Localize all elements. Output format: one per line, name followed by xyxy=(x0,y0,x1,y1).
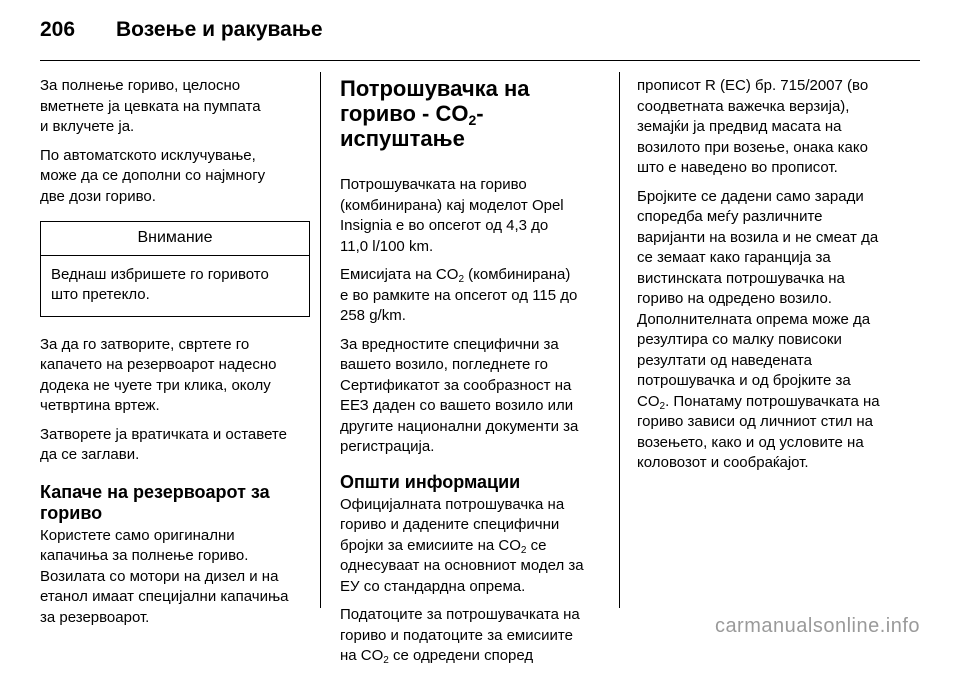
caution-box xyxy=(40,221,310,317)
text-run: Емисијата на CO xyxy=(340,266,459,283)
column-divider-2 xyxy=(619,72,620,608)
subscript: 2 xyxy=(383,655,389,666)
paragraph: За вредностите специфични за вашето возило, погледнете го Сертификатот за сообразност на ЕЕЗ даден со вашето возило или другите национални документи за регистрација. xyxy=(340,335,579,455)
paragraph: По автоматското исклучување, може да се дополни со најмногу две дози гориво. xyxy=(40,146,266,205)
text-run: се однесуваат на основниот модел за ЕУ со стандардна опрема. xyxy=(340,536,584,595)
caution-body: Веднаш избришете го горивото што претекло. xyxy=(51,265,269,303)
subscript: 2 xyxy=(468,112,477,128)
heading-line-2b: -испуштање xyxy=(340,101,484,151)
paragraph: Користете само оригинални капачиња за полнење гориво. Возилата со мотори на дизел и на етанол имаат специјални капачиња за резервоарот. xyxy=(40,526,289,626)
paragraph xyxy=(340,265,606,327)
page-header xyxy=(40,18,323,48)
section-heading-general-info: Општи информации xyxy=(340,471,521,492)
column-1 xyxy=(40,76,310,636)
text-run: . Понатаму потрошувачката на гориво зависи од личниот стил на возењето, како и од условите на коловозот и сообраќајот. xyxy=(637,392,880,471)
paragraph xyxy=(340,495,606,598)
text-run: Бројките се дадени само заради споредба меѓу различните варијанти на возила и не смеат да се земаат како гаранција за вистинската потрошувачка на гориво на одредено возило. Дополнителната опрема може да резултира со малку повисоки резултати од наведената потрошувачка и од бројките за CO xyxy=(637,187,879,410)
paragraph: Затворете ја вратичката и оставете да се заглави. xyxy=(40,425,287,463)
subscript: 2 xyxy=(659,400,666,412)
text-run: се одредени според xyxy=(388,647,534,664)
text-run: (комбинирана) е во рамките на опсегот од 115 до 258 g/km. xyxy=(340,266,578,324)
section-heading-fuel-cap: Капаче на резервоарот за гориво xyxy=(40,481,270,523)
column-divider-1 xyxy=(320,72,321,608)
caution-title: Внимание xyxy=(41,222,309,256)
paragraph: прописот R (ЕС) бр. 715/2007 (во соодветната важечка верзија), земајќи ја предвид масата на возилото при возење, онака како што е наведено во прописот. xyxy=(637,77,869,176)
page-number: 206 xyxy=(40,18,76,41)
subscript: 2 xyxy=(520,544,527,556)
heading-line-1: Потрошувачка на xyxy=(340,76,530,101)
heading-line-2a: гориво - CO xyxy=(340,101,469,126)
paragraph xyxy=(637,187,922,474)
text-run: Податоците за потрошувачката на гориво и податоците за емисиите на CO xyxy=(340,606,580,664)
header-rule xyxy=(40,60,920,61)
section-heading-fuel-consumption xyxy=(340,76,606,151)
paragraph: Потрошувачката на гориво (комбинирана) кај моделот Opel Insignia е во опсегот од 4,3 до 11,0 l/100 km. xyxy=(340,176,564,255)
column-3 xyxy=(637,76,922,482)
subscript: 2 xyxy=(458,274,464,285)
paragraph: За да го затворите, свртете го капачето на резервоарот надесно додека не чуете три клика, околу четвртина вртеж. xyxy=(40,335,277,414)
column-2 xyxy=(340,76,606,675)
text-run: Официјалната потрошувачка на гориво и дадените специфични бројки за емисиите на CO xyxy=(340,495,565,554)
running-title: Возење и ракување xyxy=(116,18,323,41)
paragraph xyxy=(340,605,606,667)
watermark: carmanualsonline.info xyxy=(714,615,920,637)
paragraph: За полнење гориво, целосно вметнете ја цевката на пумпата и вклучете ја. xyxy=(40,77,261,135)
